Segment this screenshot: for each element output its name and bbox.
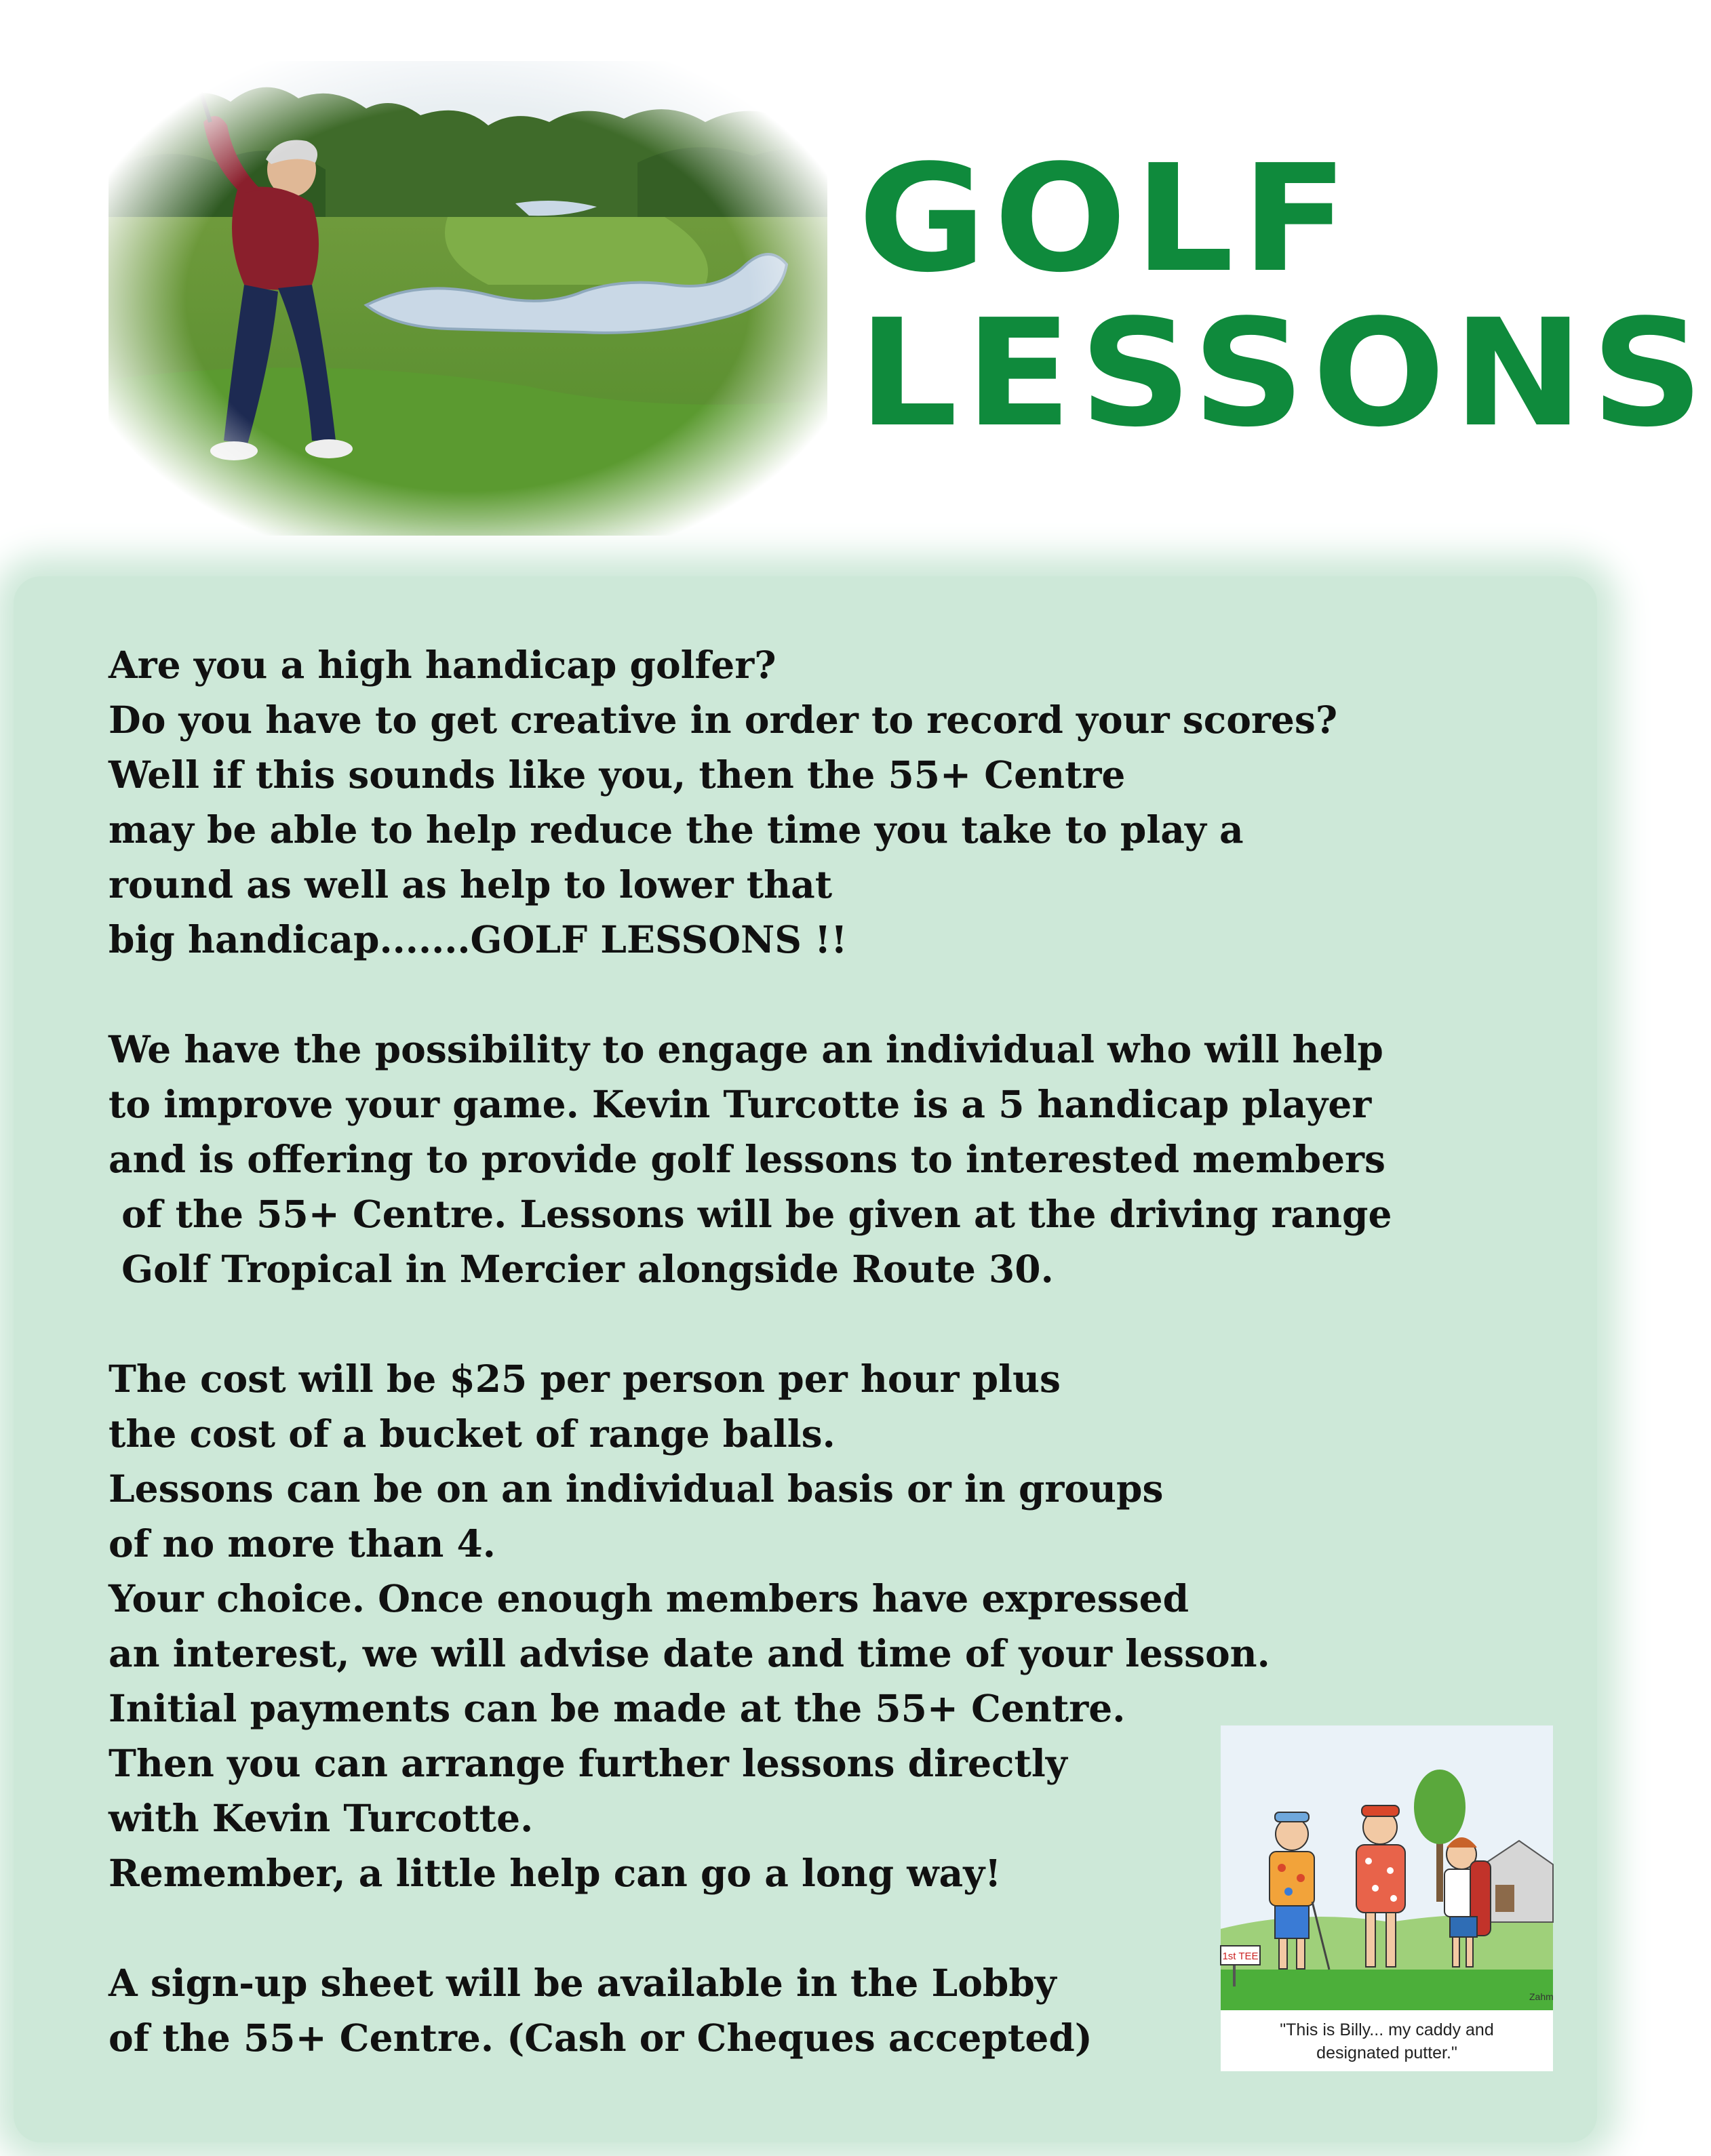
body-line: and is offering to provide golf lessons to interested members: [109, 1137, 1385, 1181]
body-line: Then you can arrange further lessons directly: [109, 1741, 1067, 1785]
body-line: We have the possibility to engage an individual who will help: [109, 1027, 1383, 1071]
body-line: Are you a high handicap golfer?: [109, 643, 776, 687]
body-line: Remember, a little help can go a long way!: [109, 1851, 1002, 1895]
body-line: Golf Tropical in Mercier alongside Route 30.: [109, 1247, 1054, 1291]
body-line: Initial payments can be made at the 55+ Centre.: [109, 1686, 1126, 1730]
golfer-photo: [109, 61, 827, 536]
body-line: round as well as help to lower that: [109, 862, 833, 906]
body-line: Lessons can be on an individual basis or in groups: [109, 1466, 1164, 1511]
tee-sign: 1st TEE: [1222, 1951, 1259, 1962]
title-line-golf: GOLF: [858, 134, 1356, 305]
body-line: an interest, we will advise date and time of your lesson.: [109, 1631, 1270, 1675]
body-line: of the 55+ Centre. (Cash or Cheques accepted): [109, 2016, 1093, 2060]
body-line: of the 55+ Centre. Lessons will be given at the driving range: [109, 1192, 1392, 1236]
body-line: A sign-up sheet will be available in the Lobby: [109, 1961, 1057, 2005]
body-line: of no more than 4.: [109, 1521, 496, 1565]
paragraph-gap: [109, 967, 1560, 1022]
paragraph-gap: [109, 1296, 1560, 1351]
cartoon-signature: Zahm: [1529, 1991, 1554, 2002]
body-line: to improve your game. Kevin Turcotte is a 5 handicap player: [109, 1082, 1372, 1126]
title-line-lessons: LESSONS: [858, 288, 1711, 460]
body-line: Your choice. Once enough members have expressed: [109, 1576, 1189, 1620]
body-line: the cost of a bucket of range balls.: [109, 1412, 835, 1456]
body-line: may be able to help reduce the time you take to play a: [109, 807, 1244, 852]
body-line: Well if this sounds like you, then the 55+ Centre: [109, 753, 1126, 797]
page-title: [858, 134, 1711, 460]
body-line: with Kevin Turcotte.: [109, 1796, 534, 1840]
caddy-cartoon: [1221, 1725, 1553, 2071]
body-line: big handicap.......GOLF LESSONS !!: [109, 917, 848, 961]
body-line: Do you have to get creative in order to record your scores?: [109, 698, 1338, 742]
caption-line: designated putter.": [1316, 2043, 1457, 2062]
body-line: The cost will be $25 per person per hour plus: [109, 1357, 1061, 1401]
cartoon-caption: [1221, 2018, 1553, 2064]
golf-course-illustration: [109, 61, 827, 536]
cartoon-drawing: [1221, 1725, 1553, 2010]
caption-line: "This is Billy... my caddy and: [1280, 2020, 1494, 2039]
